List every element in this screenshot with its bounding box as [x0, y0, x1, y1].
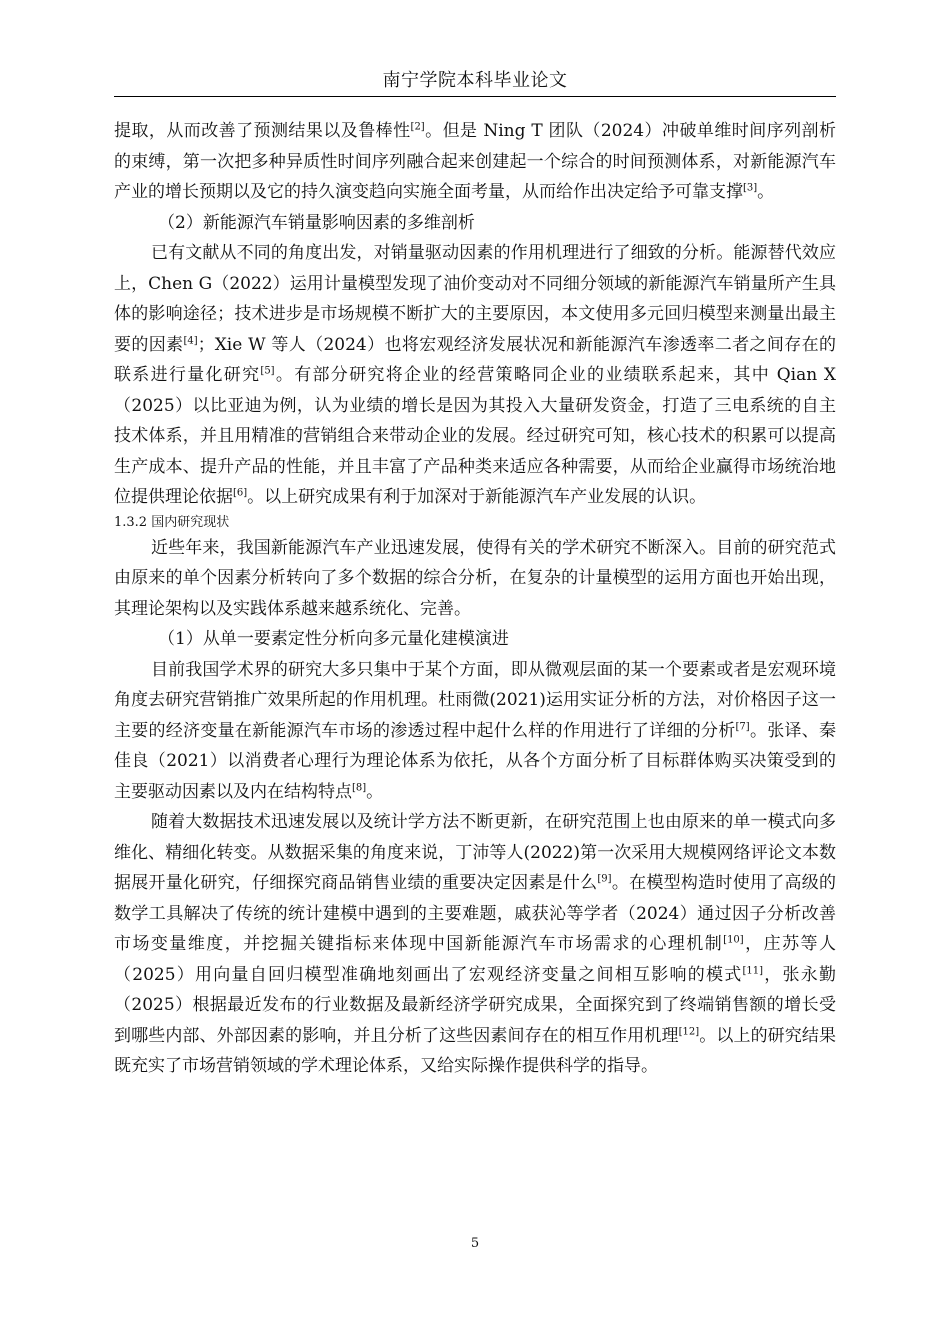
text-run: 目前我国学术界的研究大多只集中于某个方面，即从微观层面的某一个要素或者是宏观环境角度去研究营销推广效果所起的作用机理。杜雨微(2021)运用实证分析的方法，对价格因子这一主要的经济变量在新能源汽车市场的渗透过程中起什么样的作用进行了详细的分析 — [114, 659, 836, 741]
paragraph-factors — [114, 238, 836, 513]
subheading-modeling-evolution: （1）从单一要素定性分析向多元量化建模演进 — [158, 629, 509, 649]
page-number: 5 — [470, 1236, 480, 1251]
running-header: 南宁学院本科毕业论文 — [382, 70, 568, 91]
citation-ref: [11] — [742, 964, 764, 976]
text-run: 。在模型构造时使用了高级的数学工具解决了传统的统计建模中遇到的主要难题，戚获沁等学者（2024）通过因子分析改善市场变量维度，并挖掘关键指标来体现中国新能源汽车市场需求的心理机制 — [114, 873, 837, 954]
text-run: 。但是 Ning T 团队（2024）冲破单维时间序列剖析的束缚，第一次把多种异质性时间序列融合起来创建起一个综合的时间预测体系，对新能源汽车产业的增长预期以及它的持久演变趋向实施全面考量，从而给作出决定给予可靠支撑 — [114, 121, 836, 202]
page-body — [114, 116, 836, 1082]
citation-ref: [2] — [410, 121, 425, 133]
paragraph-big-data — [114, 807, 836, 1082]
text-run: 。张译、秦佳良（2021）以消费者心理行为理论体系为依托，从各个方面分析了目标群体购买决策受到的主要驱动因素以及内在结构特点 — [114, 720, 837, 802]
paragraph-single-factor — [114, 655, 836, 808]
citation-ref: [12] — [678, 1025, 700, 1037]
text-run: 。有部分研究将企业的经营策略同企业的业绩联系起来，其中 Qian X（2025）以比亚迪为例，认为业绩的增长是因为其投入大量研发资金，打造了三电系统的自主技术体系，并且用精准的营销组合来带动企业的发展。经过研究可知，核心技术的积累可以提高生产成本、提升产品的性能，并且丰富了产品种类来适应各种需要，从而给企业赢得市场统治地位提供理论依据 — [114, 365, 837, 507]
header-rule — [114, 96, 836, 97]
text-run: 。 — [757, 182, 775, 202]
text-run: 。 — [366, 781, 384, 802]
citation-ref: [8] — [352, 781, 367, 793]
text-run: 。以上的研究结果既充实了市场营销领域的学术理论体系，又给实际操作提供科学的指导。 — [114, 1025, 837, 1076]
text-run: 。以上研究成果有利于加深对于新能源汽车产业发展的认识。 — [247, 487, 707, 507]
citation-ref: [4] — [183, 334, 198, 346]
citation-ref: [10] — [723, 934, 744, 946]
text-run: 随着大数据技术迅速发展以及统计学方法不断更新，在研究范围上也由原来的单一模式向多维化、精细化转变。从数据采集的角度来说，丁沛等人(2022)第一次采用大规模网络评论文本数据展开量化研究，仔细探究商品销售业绩的重要决定因素是什么 — [114, 812, 836, 893]
citation-ref: [9] — [597, 873, 612, 885]
text-run: ；Xie W 等人（2024）也将宏观经济发展状况和新能源汽车渗透率二者之间存在的联系进行量化研究 — [114, 334, 836, 385]
citation-ref: [5] — [260, 365, 275, 377]
text-run: 已有文献从不同的角度出发，对销量驱动因素的作用机理进行了细致的分析。能源替代效应上，Chen G（2022）运用计量模型发现了油价变动对不同细分领域的新能源汽车销量所产生具体的影响途径；技术进步是市场规模不断扩大的主要原因，本文使用多元回归模型来测量出最主要的因素 — [114, 243, 836, 355]
text-run: 提取，从而改善了预测结果以及鲁棒性 — [114, 121, 411, 141]
text-run: ，张永勤（2025）根据最近发布的行业数据及最新经济学研究成果，全面探究到了终端销售额的增长受到哪些内部、外部因素的影响，并且分析了这些因素间存在的相互作用机理 — [114, 964, 837, 1046]
section-heading: 1.3.2 国内研究现状 — [114, 514, 230, 530]
subheading-influence-factors: （2）新能源汽车销量影响因素的多维剖析 — [158, 212, 475, 233]
citation-ref: [7] — [735, 720, 750, 732]
text-run: ，庄苏等人（2025）用向量自回归模型准确地刻画出了宏观经济变量之间相互影响的模式 — [114, 934, 837, 985]
paragraph-continued — [114, 116, 836, 208]
citation-ref: [6] — [233, 487, 248, 499]
citation-ref: [3] — [743, 182, 758, 194]
paragraph-domestic-intro: 近些年来，我国新能源汽车产业迅速发展，使得有关的学术研究不断深入。目前的研究范式由原来的单个因素分析转向了多个数据的综合分析，在复杂的计量模型的运用方面也开始出现，其理论架构以及实践体系越来越系统化、完善。 — [114, 537, 836, 619]
